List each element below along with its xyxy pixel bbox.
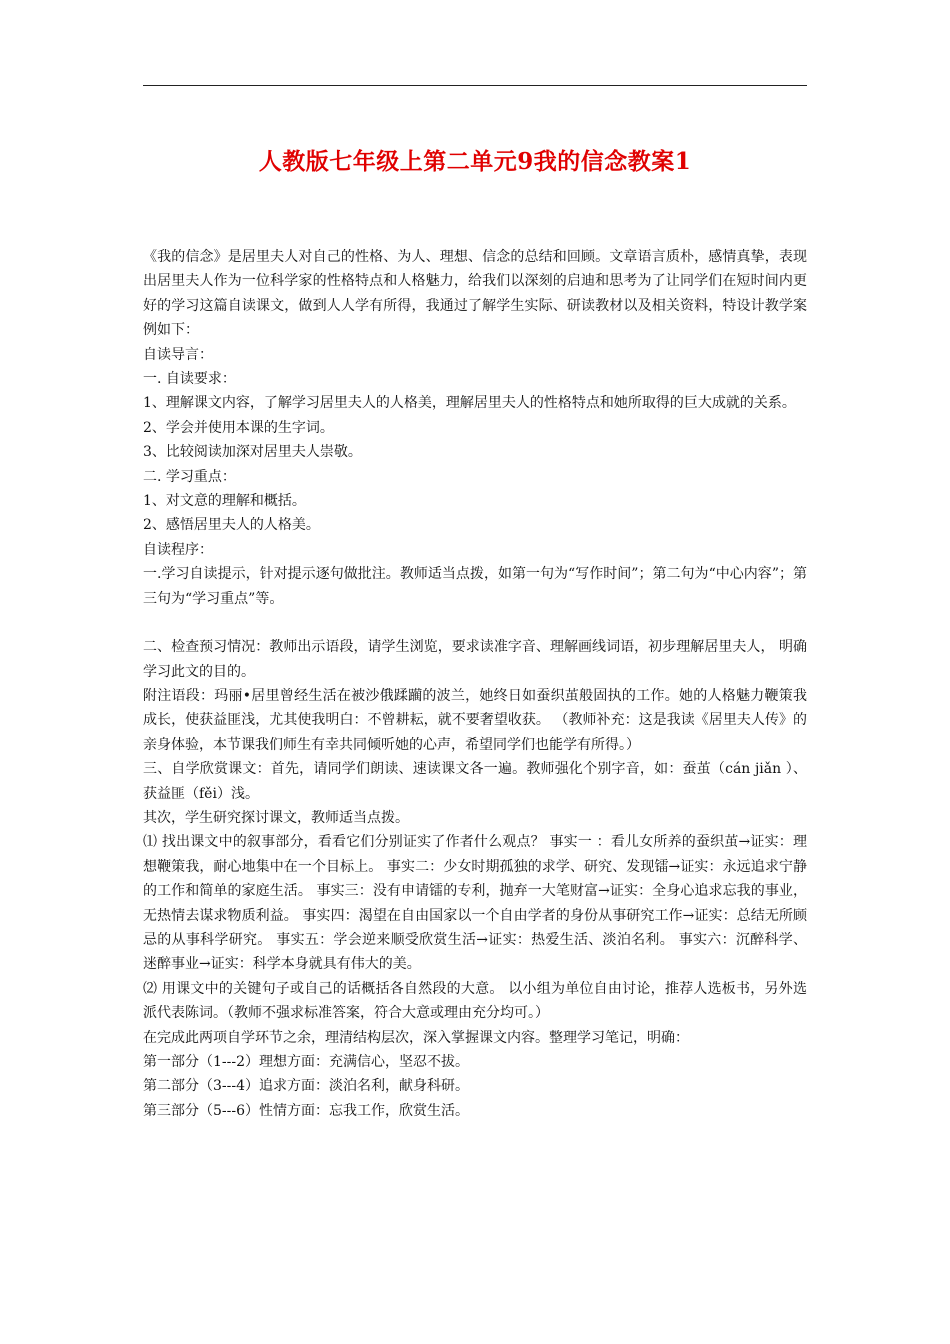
document-title: 人教版七年级上第二单元9我的信念教案1 [258, 148, 692, 175]
annotation-paragraph: 附注语段：玛丽•居里曾经生活在被沙俄蹂躏的波兰，她终日如蚕织茧般固执的工作。她的人格魅力鞭策我成长，使获益匪浅，尤其使我明白：不曾耕耘，就不要奢望收获。 （教师补充：这是我读《居里夫人传》的亲身体验，本节课我们师生有幸共同倾听她的心声，希望同学们也能学有所得。） [143, 687, 807, 753]
body-paragraph: 其次，学生研究探讨课文，教师适当点拨。 [143, 809, 409, 826]
structure-part: 第一部分（1---2）理想方面：充满信心，坚忍不拔。 [143, 1054, 470, 1070]
procedure-step: 一.学习自读提示，针对提示逐句做批注。教师适当点拨，如第一句为“写作时间”；第二句为“中心内容”；第三句为“学习重点”等。 [143, 566, 807, 607]
subheading-key-points: 二. 学习重点： [143, 468, 236, 485]
section-heading-procedure: 自读程序： [143, 541, 213, 558]
requirement-item: 3、比较阅读加深对居里夫人崇敬。 [143, 444, 362, 461]
procedure-step: 三、自学欣赏课文：首先，请同学们朗读、速读课文各一遍。教师强化个别字音，如：蚕茧（cán jiǎn ）、获益匪（fěi）浅。 [143, 761, 807, 802]
section-heading-guide: 自读导言： [143, 346, 213, 363]
key-point-item: 2、感悟居里夫人的人格美。 [143, 517, 320, 534]
header-rule [143, 85, 807, 86]
structure-part: 第三部分（5---6）性情方面：忘我工作，欣赏生活。 [143, 1102, 470, 1119]
key-point-item: 1、对文意的理解和概括。 [143, 493, 306, 510]
structure-part: 第二部分（3---4）追求方面：淡泊名利，献身科研。 [143, 1078, 470, 1095]
task-item: ⑵ 用课文中的关键句子或自己的话概括各自然段的大意。 以小组为单位自由讨论，推荐人选板书，另外选派代表陈词。（教师不强求标准答案，符合大意或理由充分均可。） [143, 980, 807, 1022]
task-item: ⑴ 找出课文中的叙事部分，看看它们分别证实了作者什么观点？ 事实一 ：看儿女所养的蚕织茧→证实：理想鞭策我，耐心地集中在一个目标上。 事实二：少女时期孤独的求学、研究、发现镭→证实：永远追求宁静的工作和简单的家庭生活。 事实三：没有申请镭的专利，抛弃一大笔财富→证实：全身心追求忘我的事业，无热情去谋求物质利益。 事实四：渴望在自由国家以一个自由学者的身份从事研究工作→证实：总结无所顾忌的从事科学研究。 事实五：学会逆来顺受欣赏生活→证实：热爱生活、淡泊名利。 事实六：沉醉科学、迷醉事业→证实：科学本身就具有伟大的美。 [143, 834, 807, 973]
body-paragraph: 在完成此两项自学环节之余，理清结构层次，深入掌握课文内容。整理学习笔记，明确： [143, 1029, 689, 1046]
requirement-item: 2、学会并使用本课的生字词。 [143, 419, 334, 436]
intro-paragraph: 《我的信念》是居里夫人对自己的性格、为人、理想、信念的总结和回顾。文章语言质朴，感情真挚，表现出居里夫人作为一位科学家的性格特点和人格魅力，给我们以深刻的启迪和思考为了让同学们在短时间内更好的学习这篇自读课文，做到人人学有所得，我通过了解学生实际、研读教材以及相关资料，特设计教学案例如下： [143, 249, 807, 339]
paragraph-gap [143, 611, 807, 635]
procedure-step: 二、检查预习情况：教师出示语段，请学生浏览，要求读准字音、理解画线词语，初步理解居里夫人， 明确学习此文的目的。 [143, 639, 807, 680]
requirement-item: 1、理解课文内容，了解学习居里夫人的人格美，理解居里夫人的性格特点和她所取得的巨大成就的关系。 [143, 395, 796, 412]
subheading-requirements: 一. 自读要求： [143, 371, 236, 388]
document-body [143, 245, 807, 1123]
